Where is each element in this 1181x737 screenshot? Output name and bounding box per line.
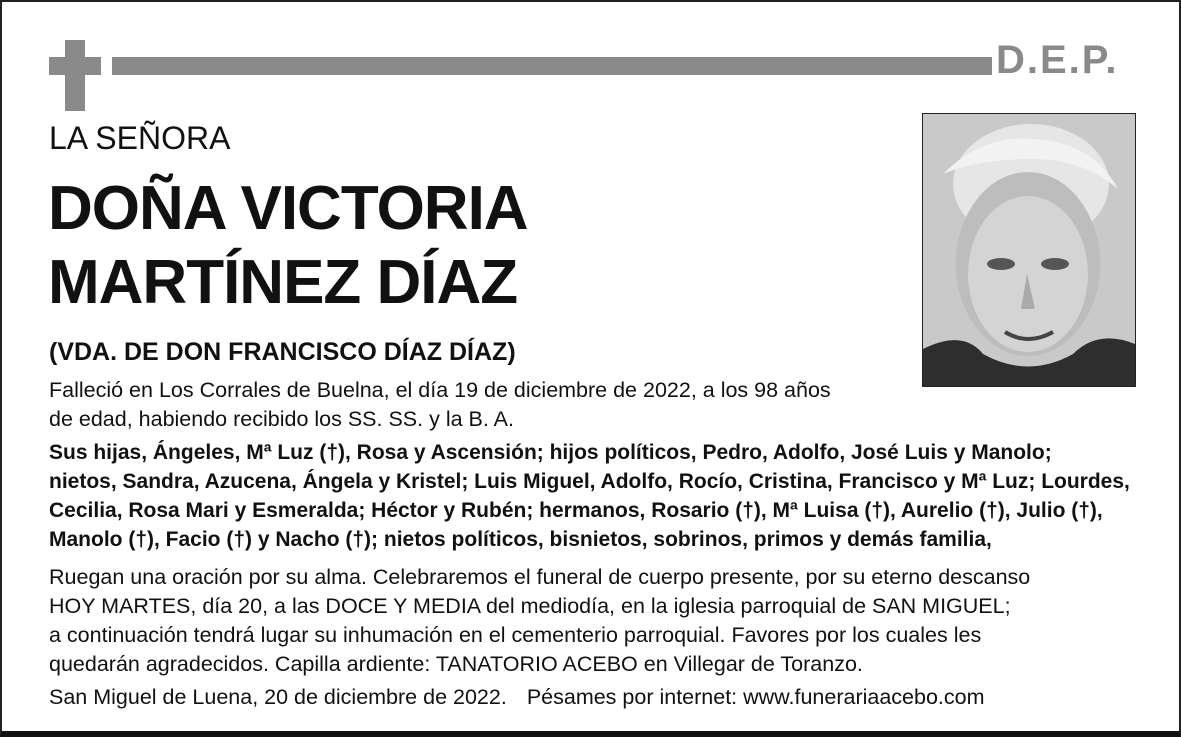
header-rule: [112, 57, 992, 75]
family-line-1: Sus hijas, Ángeles, Mª Luz (†), Rosa y Ascensión; hijos políticos, Pedro, Adolfo, José Luis y Manolo;: [49, 441, 1052, 464]
funeral-line-4: quedarán agradecidos. Capilla ardiente: TANATORIO ACEBO en Villegar de Toranzo.: [49, 652, 863, 676]
portrait-photo: [922, 113, 1136, 387]
funeral-line-1: Ruegan una oración por su alma. Celebraremos el funeral de cuerpo presente, por su eterno descanso: [49, 565, 1031, 589]
footer-line: [49, 683, 1159, 712]
condolences-website: Pésames por internet: www.funerariaacebo.com: [526, 685, 985, 709]
cross-icon-bar: [49, 57, 101, 75]
pre-title: LA SEÑORA: [49, 120, 231, 156]
death-line-2: de edad, habiendo recibido los SS. SS. y la B. A.: [49, 407, 514, 431]
cross-icon: [65, 40, 85, 111]
family-line-4: Manolo (†), Facio (†) y Nacho (†); nietos políticos, bisnietos, sobrinos, primos y demás familia,: [49, 528, 992, 551]
family-line-2: nietos, Sandra, Azucena, Ángela y Kristel; Luis Miguel, Adolfo, Rocío, Cristina, Francisco y Mª Luz; Lourdes,: [49, 470, 1130, 493]
death-announcement: [49, 376, 869, 434]
funeral-line-2: HOY MARTES, día 20, a las DOCE Y MEDIA del mediodía, en la iglesia parroquial de SAN MIGUEL;: [49, 594, 1011, 618]
name-line-2: MARTÍNEZ DÍAZ: [48, 248, 518, 317]
family-line-3: Cecilia, Rosa Mari y Esmeralda; Héctor y Rubén; hermanos, Rosario (†), Mª Luisa (†), Aurelio (†), Julio (†),: [49, 499, 1103, 522]
widow-of: (VDA. DE DON FRANCISCO DÍAZ DÍAZ): [49, 338, 516, 366]
funeral-line-3: a continuación tendrá lugar su inhumación en el cementerio parroquial. Favores por los cuales les: [49, 623, 982, 647]
deceased-name: [48, 172, 528, 320]
place-date: San Miguel de Luena, 20 de diciembre de 2022.: [49, 685, 507, 709]
portrait-photo-image: [923, 114, 1135, 386]
name-line-1: DOÑA VICTORIA: [48, 174, 528, 243]
funeral-info: [49, 563, 1159, 679]
family-list: [49, 438, 1149, 554]
dep-label: D.E.P.: [996, 38, 1119, 82]
death-line-1: Falleció en Los Corrales de Buelna, el día 19 de diciembre de 2022, a los 98 años: [49, 378, 831, 402]
